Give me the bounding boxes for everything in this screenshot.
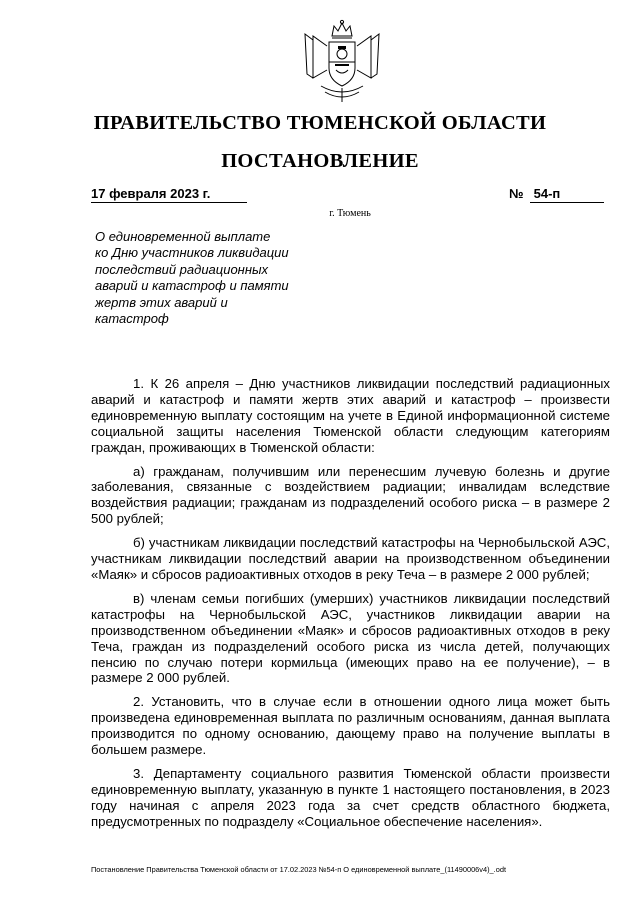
clause-1b: б) участникам ликвидации последствий катастрофы на Чернобыльской АЭС, участникам ликвидации последствий аварии на производственном объединении «Маяк» и сбросов радиоактивных отходов в реку Теча – в размере 2 000 рублей; [91, 535, 610, 582]
subject-line: катастроф [95, 311, 169, 327]
subject-line: последствий радиационных [95, 261, 269, 277]
city-name: г. Тюмень [329, 208, 371, 219]
decree-number: 54-п [530, 186, 604, 203]
subject-line: О единовременной выплате [95, 229, 271, 244]
decree-subject [95, 229, 345, 327]
clause-1: 1. К 26 апреля – Дню участников ликвидации последствий радиационных аварий и катастроф и памяти жертв этих аварий и катастроф – произвести единовременную выплату состоящим на учете в Единой информационной системе социальной защиты населения Тюменской области следующим категориям граждан, проживающих в Тюменской области: [91, 376, 610, 455]
document-footer: Постановление Правительства Тюменской области от 17.02.2023 №54-п О единовременной выплате_(11490006v4)_.odt [91, 865, 506, 874]
government-title: ПРАВИТЕЛЬСТВО ТЮМЕНСКОЙ ОБЛАСТИ [93, 112, 547, 134]
subject-line: ко Дню участников ликвидации [95, 245, 289, 261]
decree-number-label: № [509, 186, 524, 201]
subject-line: аварий и катастроф и памяти [95, 278, 289, 294]
document-type-title: ПОСТАНОВЛЕНИЕ [221, 150, 419, 172]
decree-date: 17 февраля 2023 г. [91, 186, 247, 203]
decree-body [91, 376, 610, 838]
clause-1c: в) членам семьи погибших (умерших) участников ликвидации последствий катастрофы на Чернобыльской АЭС, участников ликвидации аварии на производственном объединении «Маяк» и сбросов радиоактивных отходов в реку Теча, граждан из подразделений особого риска из числа детей, получающих пенсию по случаю потери кормильца (имеющих право на ее получение), – в размере 2 000 рублей. [91, 590, 610, 686]
subject-line: жертв этих аварий и [95, 294, 228, 310]
clause-2: 2. Установить, что в случае если в отношении одного лица может быть произведена единовременная выплата по различным основаниям, данная выплата производится по одному основанию, дающему право на получение выплаты в большем размере. [91, 694, 610, 758]
coat-of-arms-icon [299, 18, 385, 108]
clause-3: 3. Департаменту социального развития Тюменской области произвести единовременную выплату, указанную в пункте 1 настоящего постановления, в 2023 году начиная с апреля 2023 года за счет средств областного бюджета, предусмотренных по подразделу «Социальное обеспечение населения». [91, 765, 610, 829]
clause-1a: а) гражданам, получившим или перенесшим лучевую болезнь и другие заболевания, связанные с воздействием радиации; инвалидам вследствие воздействия радиации; гражданам из подразделений особого риска – в размере 2 500 рублей; [91, 463, 610, 527]
